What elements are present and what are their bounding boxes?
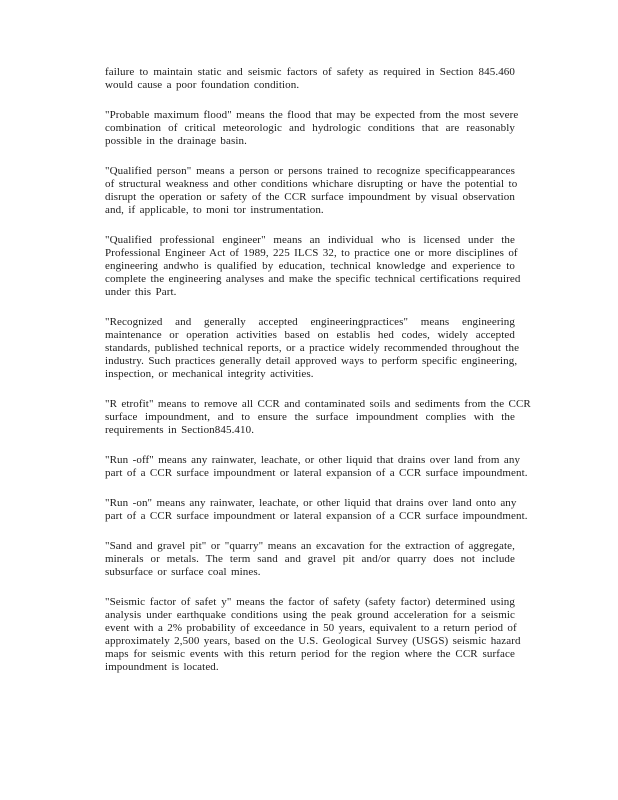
text-line: "Run -on" means any rainwater, leachate, or other liquid that drains over land onto any — [105, 497, 517, 509]
text-line: industry. Such practices generally detail approved ways to perform specific engineering, — [105, 355, 518, 367]
text-line: "Recognized and generally accepted engineeringpractices" means engineering — [105, 316, 515, 328]
paragraph — [105, 234, 521, 299]
text-line: "Sand and gravel pit" or "quarry" means an excavation for the extraction of aggregate, — [105, 540, 515, 552]
text-line: part of a CCR surface impoundment or lateral expansion of a CCR surface impoundment. — [105, 510, 528, 522]
paragraph — [105, 454, 528, 480]
text-line: failure to maintain static and seismic factors of safety as required in Section 845.460 — [105, 66, 515, 78]
paragraph — [105, 109, 519, 148]
paragraph — [105, 66, 515, 92]
text-line: approximately 2,500 years, based on the U.S. Geological Survey (USGS) seismic hazard — [105, 635, 521, 647]
text-line: subsurface or surface coal mines. — [105, 566, 261, 578]
text-line: Professional Engineer Act of 1989, 225 ILCS 32, to practice one or more disciplines of — [105, 247, 518, 259]
text-line: "Qualified person" means a person or persons trained to recognize specificappearances — [105, 165, 515, 177]
text-line: analysis under earthquake conditions using the peak ground acceleration for a seismic — [105, 609, 515, 621]
text-line: "Probable maximum flood" means the flood that may be expected from the most severe — [105, 109, 519, 121]
text-line: part of a CCR surface impoundment or lateral expansion of a CCR surface impoundment. — [105, 467, 528, 479]
text-line: disrupt the operation or safety of the CCR surface impoundment by visual observation — [105, 191, 515, 203]
text-line: and, if applicable, to moni tor instrumentation. — [105, 204, 324, 216]
text-line: minerals or metals. The term sand and gravel pit and/or quarry does not include — [105, 553, 515, 565]
text-line: impoundment is located. — [105, 661, 219, 673]
text-line: possible in the drainage basin. — [105, 135, 247, 147]
paragraph — [105, 497, 528, 523]
text-line: requirements in Section845.410. — [105, 424, 255, 436]
text-line: under this Part. — [105, 286, 177, 298]
text-line: "Run -off" means any rainwater, leachate, or other liquid that drains over land from any — [105, 454, 521, 466]
text-line: "Qualified professional engineer" means an individual who is licensed under the — [105, 234, 515, 246]
paragraph — [105, 165, 518, 217]
text-line: would cause a poor foundation condition. — [105, 79, 300, 91]
text-line: combination of critical meteorologic and hydrologic conditions that are reasonably — [105, 122, 515, 134]
text-line: engineering andwho is qualified by education, technical knowledge and experience to — [105, 260, 515, 272]
text-line: inspection, or mechanical integrity activities. — [105, 368, 314, 380]
text-line: "R etrofit" means to remove all CCR and contaminated soils and sediments from the CCR — [105, 398, 531, 410]
text-line: event with a 2% probability of exceedance in 50 years, equivalent to a return period of — [105, 622, 517, 634]
text-line: complete the engineering analyses and make the specific technical certifications required — [105, 273, 521, 285]
text-line: maps for seismic events with this return period for the region where the CCR surface — [105, 648, 515, 660]
paragraph — [105, 316, 520, 381]
text-line: of structural weakness and other conditions whichare disrupting or have the potential to — [105, 178, 518, 190]
text-line: maintenance or operation activities based on establis hed codes, widely accepted — [105, 329, 515, 341]
paragraph — [105, 540, 515, 579]
text-line: "Seismic factor of safet y" means the factor of safety (safety factor) determined using — [105, 596, 515, 608]
paragraph — [105, 596, 521, 674]
paragraph — [105, 398, 531, 437]
text-line: surface impoundment, and to ensure the surface impoundment complies with the — [105, 411, 515, 423]
text-block — [105, 66, 531, 691]
text-line: standards, published technical reports, or a practice widely recommended throughout the — [105, 342, 520, 354]
